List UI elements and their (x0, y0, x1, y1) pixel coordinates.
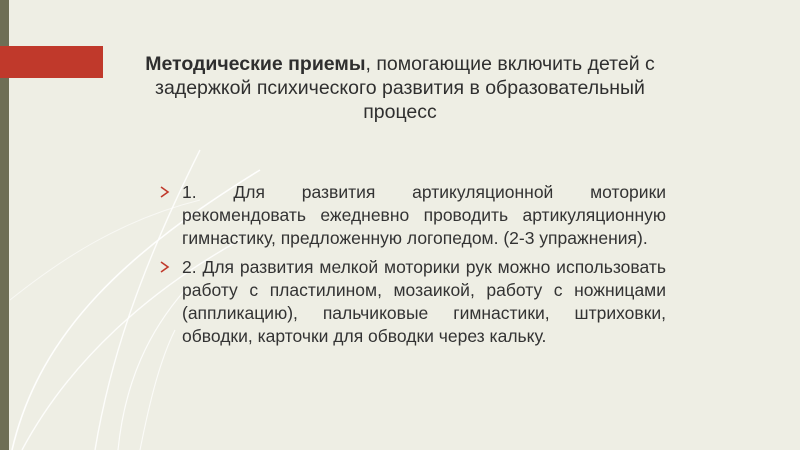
title-rest: , помогающие включить детей с задержкой психического развития в образовательный процесс (155, 53, 655, 123)
chevron-right-icon (158, 185, 172, 199)
list-item-text: 2. Для развития мелкой моторики рук можно использовать работу с пластилином, мозаикой, работу с ножницами (аппликацию), пальчиковые гимнастики, штриховки, обводки, карточки для обводки через кальку. (182, 257, 666, 346)
slide-body (158, 181, 666, 354)
list-item (158, 181, 666, 250)
accent-bar (0, 46, 103, 78)
title-bold-part: Методические приемы (145, 53, 366, 75)
chevron-right-icon (158, 260, 172, 274)
list-item-text: 1. Для развития артикуляционной моторики рекомендовать ежедневно проводить артикуляционную гимнастику, предложенную логопедом. (2-3 упражнения). (182, 182, 666, 248)
list-item (158, 256, 666, 348)
slide-title (140, 52, 660, 124)
